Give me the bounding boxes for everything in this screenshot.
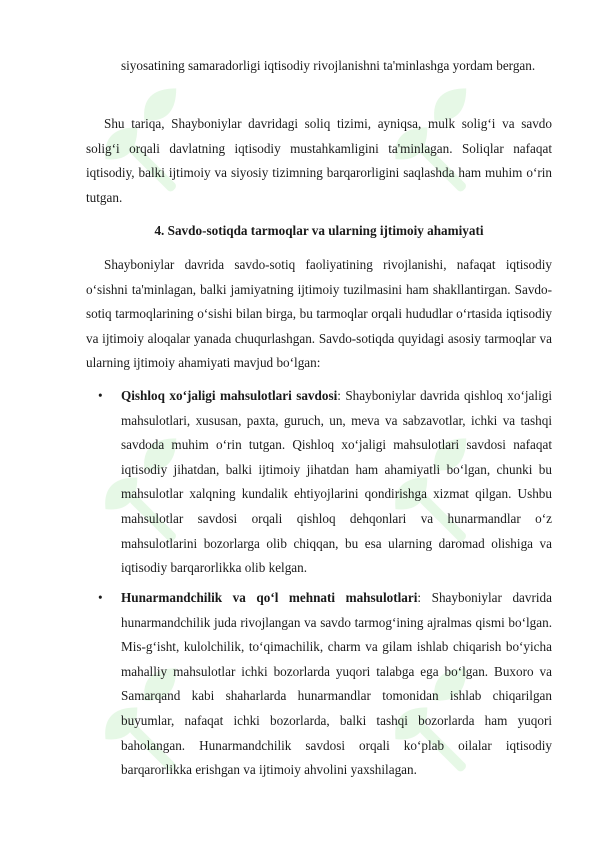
section-heading: 4. Savdo-sotiqda tarmoqlar va ularning ijtimoiy ahamiyati <box>154 223 484 238</box>
bullet-list-2 <box>86 586 552 783</box>
list-item <box>86 586 552 783</box>
bullet-icon: • <box>98 388 103 403</box>
bullet-icon: • <box>98 590 103 605</box>
list-item-text: : Shayboniylar davrida qishloq xo‘jaligi mahsulotlari, xususan, paxta, guruch, un, meva va sabzavotlar, ichki va tashqi savdoda muhim o‘rin tutgan. Qishloq xo‘jaligi mahsulotlari savdosi nafaqat iqtisodiy jihatdan, balki ijtimoiy jihatdan ham ahamiyatli bo‘lgan, chunki bu mahsulotlar xalqning kundalik ehtiyojlarini qondirishga xizmat qilgan. Ushbu mahsulotlar savdosi orqali qishloq dehqonlari va hunarmandlar o‘z mahsulotlarini bozorlarga olib chiqqan, bu esa ularning daromad olishiga va iqtisodiy barqarorlikka olib kelgan. <box>121 388 552 576</box>
list-item-title: Hunarmandchilik va qo‘l mehnati mahsulotlari <box>121 590 418 605</box>
paragraph-2: Shayboniylar davrida savdo-sotiq faoliyatining rivojlanishi, nafaqat iqtisodiy o‘sishni ta'minlagan, balki jamiyatning ijtimoiy tuzilmasini ham shakllantirgan. Savdo-sotiq tarmoqlarining o‘sishi bilan birga, bu tarmoqlar orqali hududlar o‘rtasida iqtisodiy va ijtimoiy aloqalar yanada chuqurlashgan. Savdo-sotiqda quyidagi asosiy tarmoqlar va ularning ijtimoiy ahamiyati mavjud bo‘lgan: <box>86 257 552 371</box>
list-item-text: : Shayboniylar davrida hunarmandchilik juda rivojlangan va savdo tarmog‘ining ajralmas qismi bo‘lgan. Mis-g‘isht, kulolchilik, to‘qimachilik, charm va gilam ishlab chiqarish bo‘yicha mahalliy mahsulotlar ichki bozorlarda yuqori talabga ega bo‘lgan. Buxoro va Samarqand kabi shaharlarda hunarmandlar tomonidan ishlab chiqarilgan buyumlar, nafaqat ichki bozorlarda, balki tashqi bozorlarda ham yuqori baholangan. Hunarmandchilik savdosi orqali ko‘plab oilalar iqtisodiy barqarorlikka erishgan va ijtimoiy ahvolini yaxshilagan. <box>121 590 553 778</box>
paragraph-1: Shu tariqa, Shayboniylar davridagi soliq tizimi, ayniqsa, mulk solig‘i va savdo solig‘i orqali davlatning iqtisodiy mustahkamligini ta'minlagan. Soliqlar nafaqat iqtisodiy, balki ijtimoiy va siyosiy tizimning barqarorligini saqlashda ham muhim o‘rin tutgan. <box>86 116 552 205</box>
list-item <box>86 384 552 581</box>
bullet-list-1 <box>86 384 552 581</box>
continued-paragraph: siyosatining samaradorligi iqtisodiy rivojlanishni ta'minlashga yordam bergan. <box>121 58 536 73</box>
list-item-title: Qishloq xo‘jaligi mahsulotlari savdosi <box>121 388 338 403</box>
